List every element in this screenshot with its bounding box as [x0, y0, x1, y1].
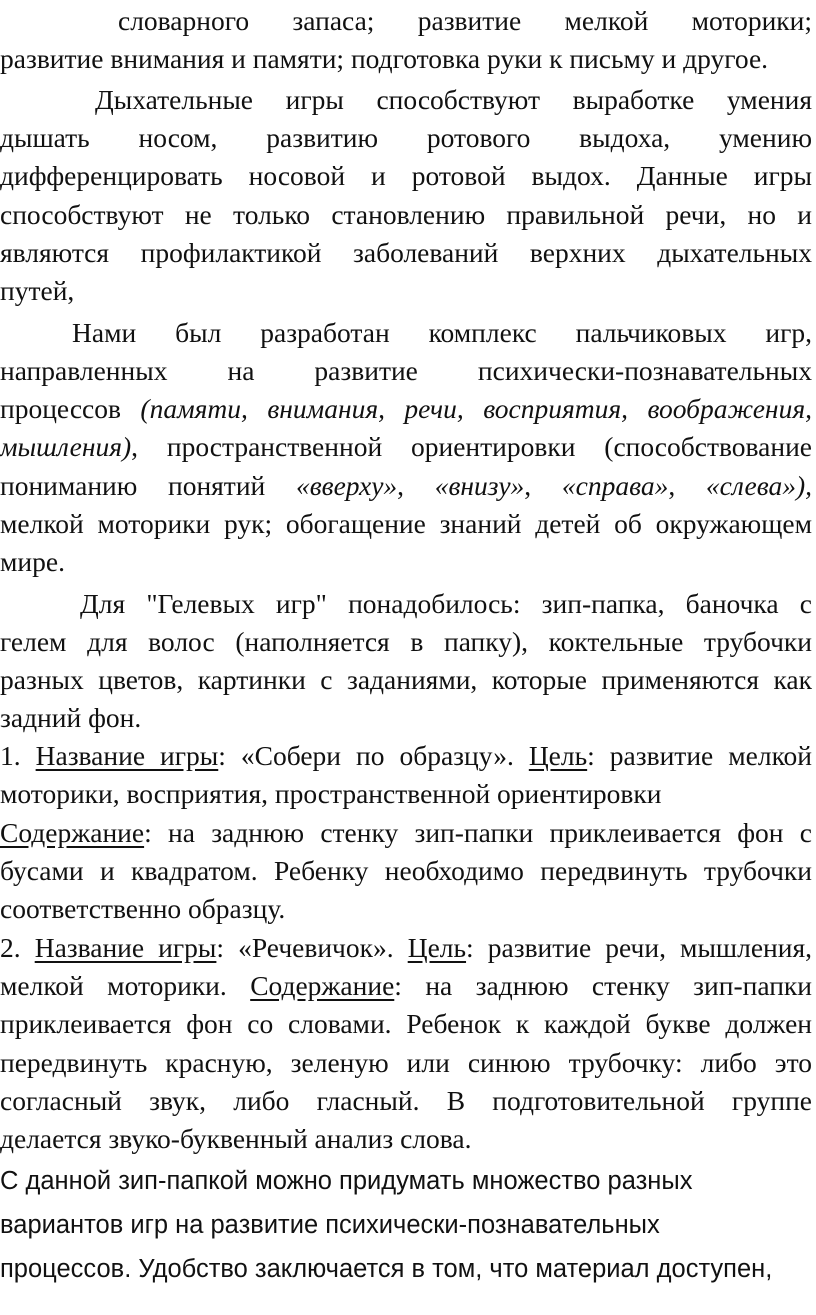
text-line-28: передвинуть красную, зеленую или синюю трубочку: либо это	[0, 1047, 812, 1078]
text-line-5: дифференцировать носовой и ротовой выдох. Данные игры	[0, 160, 812, 191]
text-line-32: вариантов игр на развитие психически-познавательных	[0, 1211, 660, 1239]
text-line-10: направленных на развитие психически-познавательных	[0, 355, 812, 386]
text-line-1: словарного запаса; развитие мелкой моторики;	[118, 5, 812, 36]
text-span: пониманию понятий	[0, 470, 296, 501]
text-span: процессов	[0, 393, 141, 424]
text-span: 1.	[0, 740, 36, 771]
text-line-27: приклеивается фон со словами. Ребенок к каждой букве должен	[0, 1008, 812, 1039]
italic-text: (памяти, внимания, речи, восприятия, воображения,	[140, 393, 812, 424]
text-line-33: процессов. Удобство заключается в том, что материал доступен,	[0, 1255, 773, 1283]
text-line-13	[0, 467, 812, 505]
italic-text: «справа»	[561, 470, 669, 501]
text-line-25	[0, 929, 812, 967]
underlined-label: Название игры	[35, 740, 219, 771]
text-span: : «Собери по образцу».	[218, 740, 529, 771]
text-line-16: Для "Гелевых игр" понадобилось: зип-папка, баночка с	[80, 588, 812, 619]
text-line-30: делается звуко-буквенный анализ слова.	[0, 1123, 472, 1154]
text-span: ,	[397, 470, 435, 501]
text-span: : развитие речи, мышления,	[466, 932, 812, 963]
text-line-17: гелем для волос (наполняется в папку), коктельные трубочки	[0, 626, 812, 657]
text-line-7: являются профилактикой заболеваний верхних дыхательных	[0, 237, 812, 268]
text-span: ,	[668, 470, 706, 501]
text-line-22	[0, 814, 812, 852]
text-span: : «Речевичок».	[216, 932, 408, 963]
text-line-29: согласный звук, либо гласный. В подготовительной группе	[0, 1085, 812, 1116]
text-line-12	[0, 428, 812, 466]
italic-text: «вверху»	[295, 470, 398, 501]
underlined-label: Цель	[407, 932, 467, 963]
text-line-4: дышать носом, развитию ротового выдоха, умению	[0, 122, 812, 153]
text-line-19: задний фон.	[0, 702, 142, 733]
text-line-2: развитие внимания и памяти; подготовка руки к письму и другое.	[0, 43, 769, 74]
text-span: ,	[524, 470, 562, 501]
text-span: : на заднюю стенку зип-папки	[394, 970, 812, 1001]
italic-text: «внизу»	[434, 470, 525, 501]
text-span: : развитие мелкой	[587, 740, 813, 771]
text-line-23: бусами и квадратом. Ребенку необходимо передвинуть трубочки	[0, 855, 812, 886]
text-span: мелкой моторики.	[0, 970, 251, 1001]
text-line-21: моторики, восприятия, пространственной ориентировки	[0, 778, 662, 809]
text-span: 2.	[0, 932, 35, 963]
italic-text: «слева»),	[705, 470, 813, 501]
text-line-8: путей,	[0, 275, 75, 306]
text-span: , пространственной ориентировки (способствование	[131, 431, 812, 462]
text-span: : на заднюю стенку зип-папки приклеивается фон с	[144, 817, 812, 848]
text-line-18: разных цветов, картинки с заданиями, которые применяются как	[0, 664, 812, 695]
text-line-15: мире.	[0, 546, 65, 577]
underlined-label: Содержание	[250, 970, 395, 1001]
text-line-31: С данной зип-папкой можно придумать множество разных	[0, 1167, 693, 1195]
text-line-11	[0, 390, 812, 428]
text-line-20	[0, 737, 812, 775]
text-line-6: способствуют не только становлению правильной речи, но и	[0, 199, 812, 230]
underlined-label: Цель	[528, 740, 588, 771]
text-line-3: Дыхательные игры способствуют выработке умения	[95, 84, 812, 115]
text-line-26	[0, 967, 812, 1005]
text-line-14: мелкой моторики рук; обогащение знаний детей об окружающем	[0, 508, 812, 539]
underlined-label: Название игры	[34, 932, 217, 963]
underlined-label: Содержание	[0, 817, 145, 848]
text-line-9: Нами был разработан комплекс пальчиковых игр,	[72, 317, 812, 348]
italic-text: мышления)	[0, 431, 132, 462]
text-line-24: соответственно образцу.	[0, 893, 286, 924]
